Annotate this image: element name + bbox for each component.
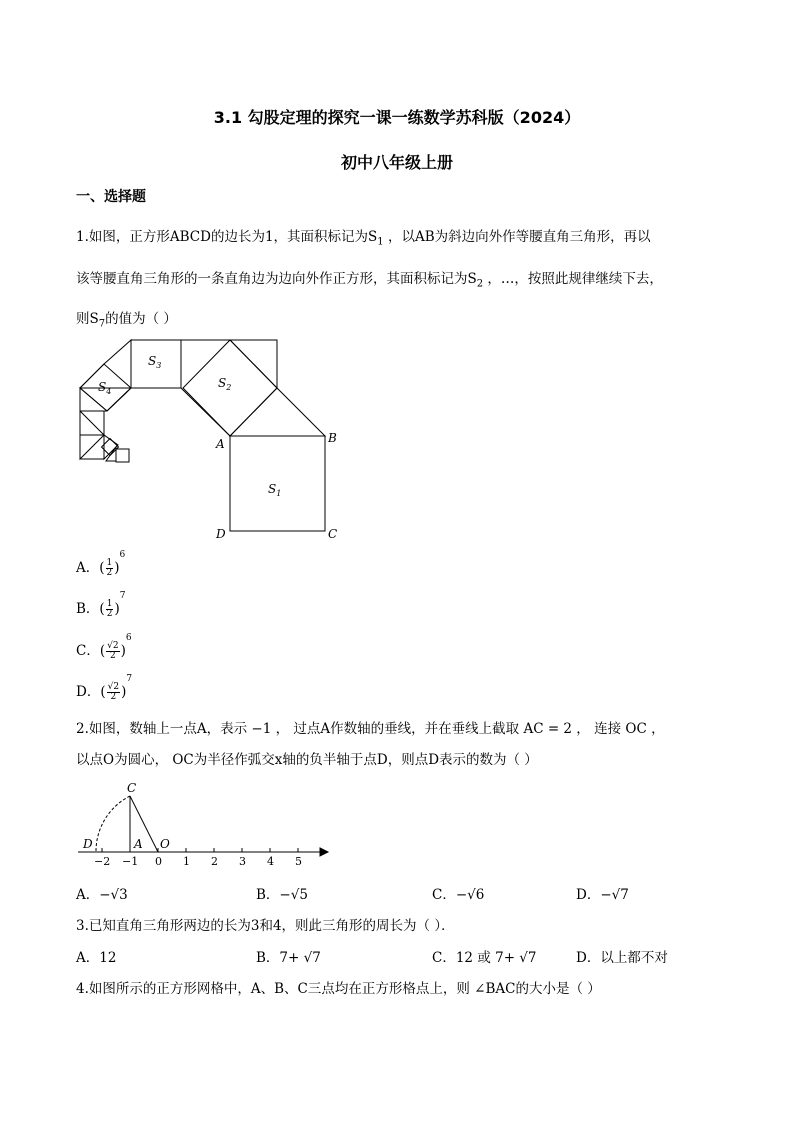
exponent: 6 [119, 550, 126, 560]
label-s4-sub: 4 [106, 387, 112, 396]
q1-text-d: ，…，按照此规律继续下去， [483, 271, 663, 287]
question-3-line-1: 3.已知直角三角形两边的长为3和4，则此三角形的周长为（ ）． [76, 918, 455, 934]
tick-label: 4 [267, 855, 274, 868]
q1-sub-a: 1 [377, 236, 384, 248]
fraction: $\frac{1}{2}$ [106, 558, 113, 578]
tick-label: −2 [94, 855, 111, 868]
label-a: A [216, 437, 225, 451]
exponent: 7 [126, 674, 133, 684]
exponent: 6 [125, 633, 132, 643]
fraction: $\frac{√2}{2}$ [107, 641, 119, 661]
option-label: B． [76, 601, 100, 617]
section-heading: 一、选择题 [76, 189, 146, 205]
q3-option-c[interactable]: C．12 或 7+ √7 [432, 950, 537, 966]
q3-option-d[interactable]: D．以上都不对 [576, 950, 668, 966]
q1-sub-b: 2 [476, 278, 484, 290]
label-c: C [127, 781, 137, 795]
q1-text-c: 该等腰直角三角形的一条直角边为边向外作正方形，其面积标记为S [76, 271, 477, 287]
label-d: D [83, 837, 93, 851]
fraction: $\frac{1}{2}$ [106, 599, 113, 619]
q3-option-a[interactable]: A．12 [76, 950, 117, 966]
axis-arrow [320, 848, 328, 856]
option-label: A． [76, 560, 100, 576]
label-b: B [328, 431, 337, 445]
q2-option-c[interactable]: C．−√6 [432, 887, 485, 903]
svg-text:S4 [98, 380, 111, 396]
question-2-line-2: 以点O为圆心， OC为半径作弧交x轴的负半轴于点D，则点D表示的数为（ ） [76, 752, 538, 768]
q2-option-a[interactable]: A．−√3 [76, 887, 128, 903]
label-d: D [216, 527, 226, 541]
label-s3-sub: 3 [156, 361, 162, 370]
q1-text-a: 1.如图，正方形ABCD的边长为1，其面积标记为S [76, 229, 378, 245]
q3-option-b[interactable]: B．7+ √7 [256, 950, 321, 966]
page-subtitle: 初中八年级上册 [340, 153, 453, 172]
q1-option-b[interactable]: B．( $\frac{1}{2}$ )$^7$ [76, 591, 126, 619]
label-s1: S [268, 482, 277, 496]
label-s2: S [218, 376, 227, 390]
triangle-1 [230, 388, 325, 436]
tick-label: 3 [239, 855, 246, 868]
question-1-line-3 [76, 307, 177, 330]
q1-option-a[interactable]: A．( $\frac{1}{2}$ )$^6$ [76, 550, 126, 578]
tick-label: 1 [183, 855, 190, 868]
q2-option-d[interactable]: D．−√7 [576, 887, 629, 903]
label-c: C [328, 527, 338, 541]
question-4-line-1: 4.如图所示的正方形网格中，A、B、C三点均在正方形格点上，则 ∠BAC的大小是（ ） [76, 981, 601, 997]
label-s3: S [148, 354, 157, 368]
option-label: C． [76, 643, 100, 659]
q2-option-b[interactable]: B．−√5 [256, 887, 308, 903]
exponent: 7 [119, 591, 126, 601]
tick-label: 2 [211, 855, 218, 868]
svg-text:S2 [218, 376, 231, 392]
svg-text:S3 [148, 354, 161, 370]
fraction: $\frac{√2}{2}$ [107, 682, 120, 702]
svg-text:S1 [268, 482, 281, 498]
question-1-line-2 [76, 267, 663, 290]
label-s2-sub: 2 [226, 383, 232, 392]
q1-text-f: 的值为（ ） [105, 311, 177, 327]
q1-option-d[interactable]: D．( $\frac{√2}{2}$ )$^7$ [76, 674, 133, 702]
q1-option-c[interactable]: C．( $\frac{√2}{2}$ )$^6$ [76, 633, 132, 661]
label-s4: S [98, 380, 107, 394]
q1-sub-c: 7 [98, 318, 106, 330]
question-1-line-1 [76, 225, 651, 248]
tick-label: 0 [155, 855, 162, 868]
square-s1 [230, 436, 325, 531]
q1-text-b: ，以AB为斜边向外作等腰直角三角形，再以 [383, 229, 651, 245]
option-label: D． [76, 684, 101, 700]
question-2-line-1: 2.如图，数轴上一点A，表示 −1 ， 过点A作数轴的垂线，并在垂线上截取 AC = 2 ， 连接 OC ， [76, 721, 665, 737]
label-o: O [160, 837, 170, 851]
page-title: 3.1 勾股定理的探究一课一练数学苏科版（2024） [213, 108, 581, 127]
q1-text-e: 则S [76, 311, 99, 327]
label-s1-sub: 1 [276, 489, 282, 498]
q2-figure [74, 778, 334, 870]
tick-label: −1 [122, 855, 139, 868]
q1-figure [70, 335, 360, 550]
tick-label: 5 [295, 855, 302, 868]
arc-cd [96, 796, 130, 852]
label-a: A [134, 837, 143, 851]
